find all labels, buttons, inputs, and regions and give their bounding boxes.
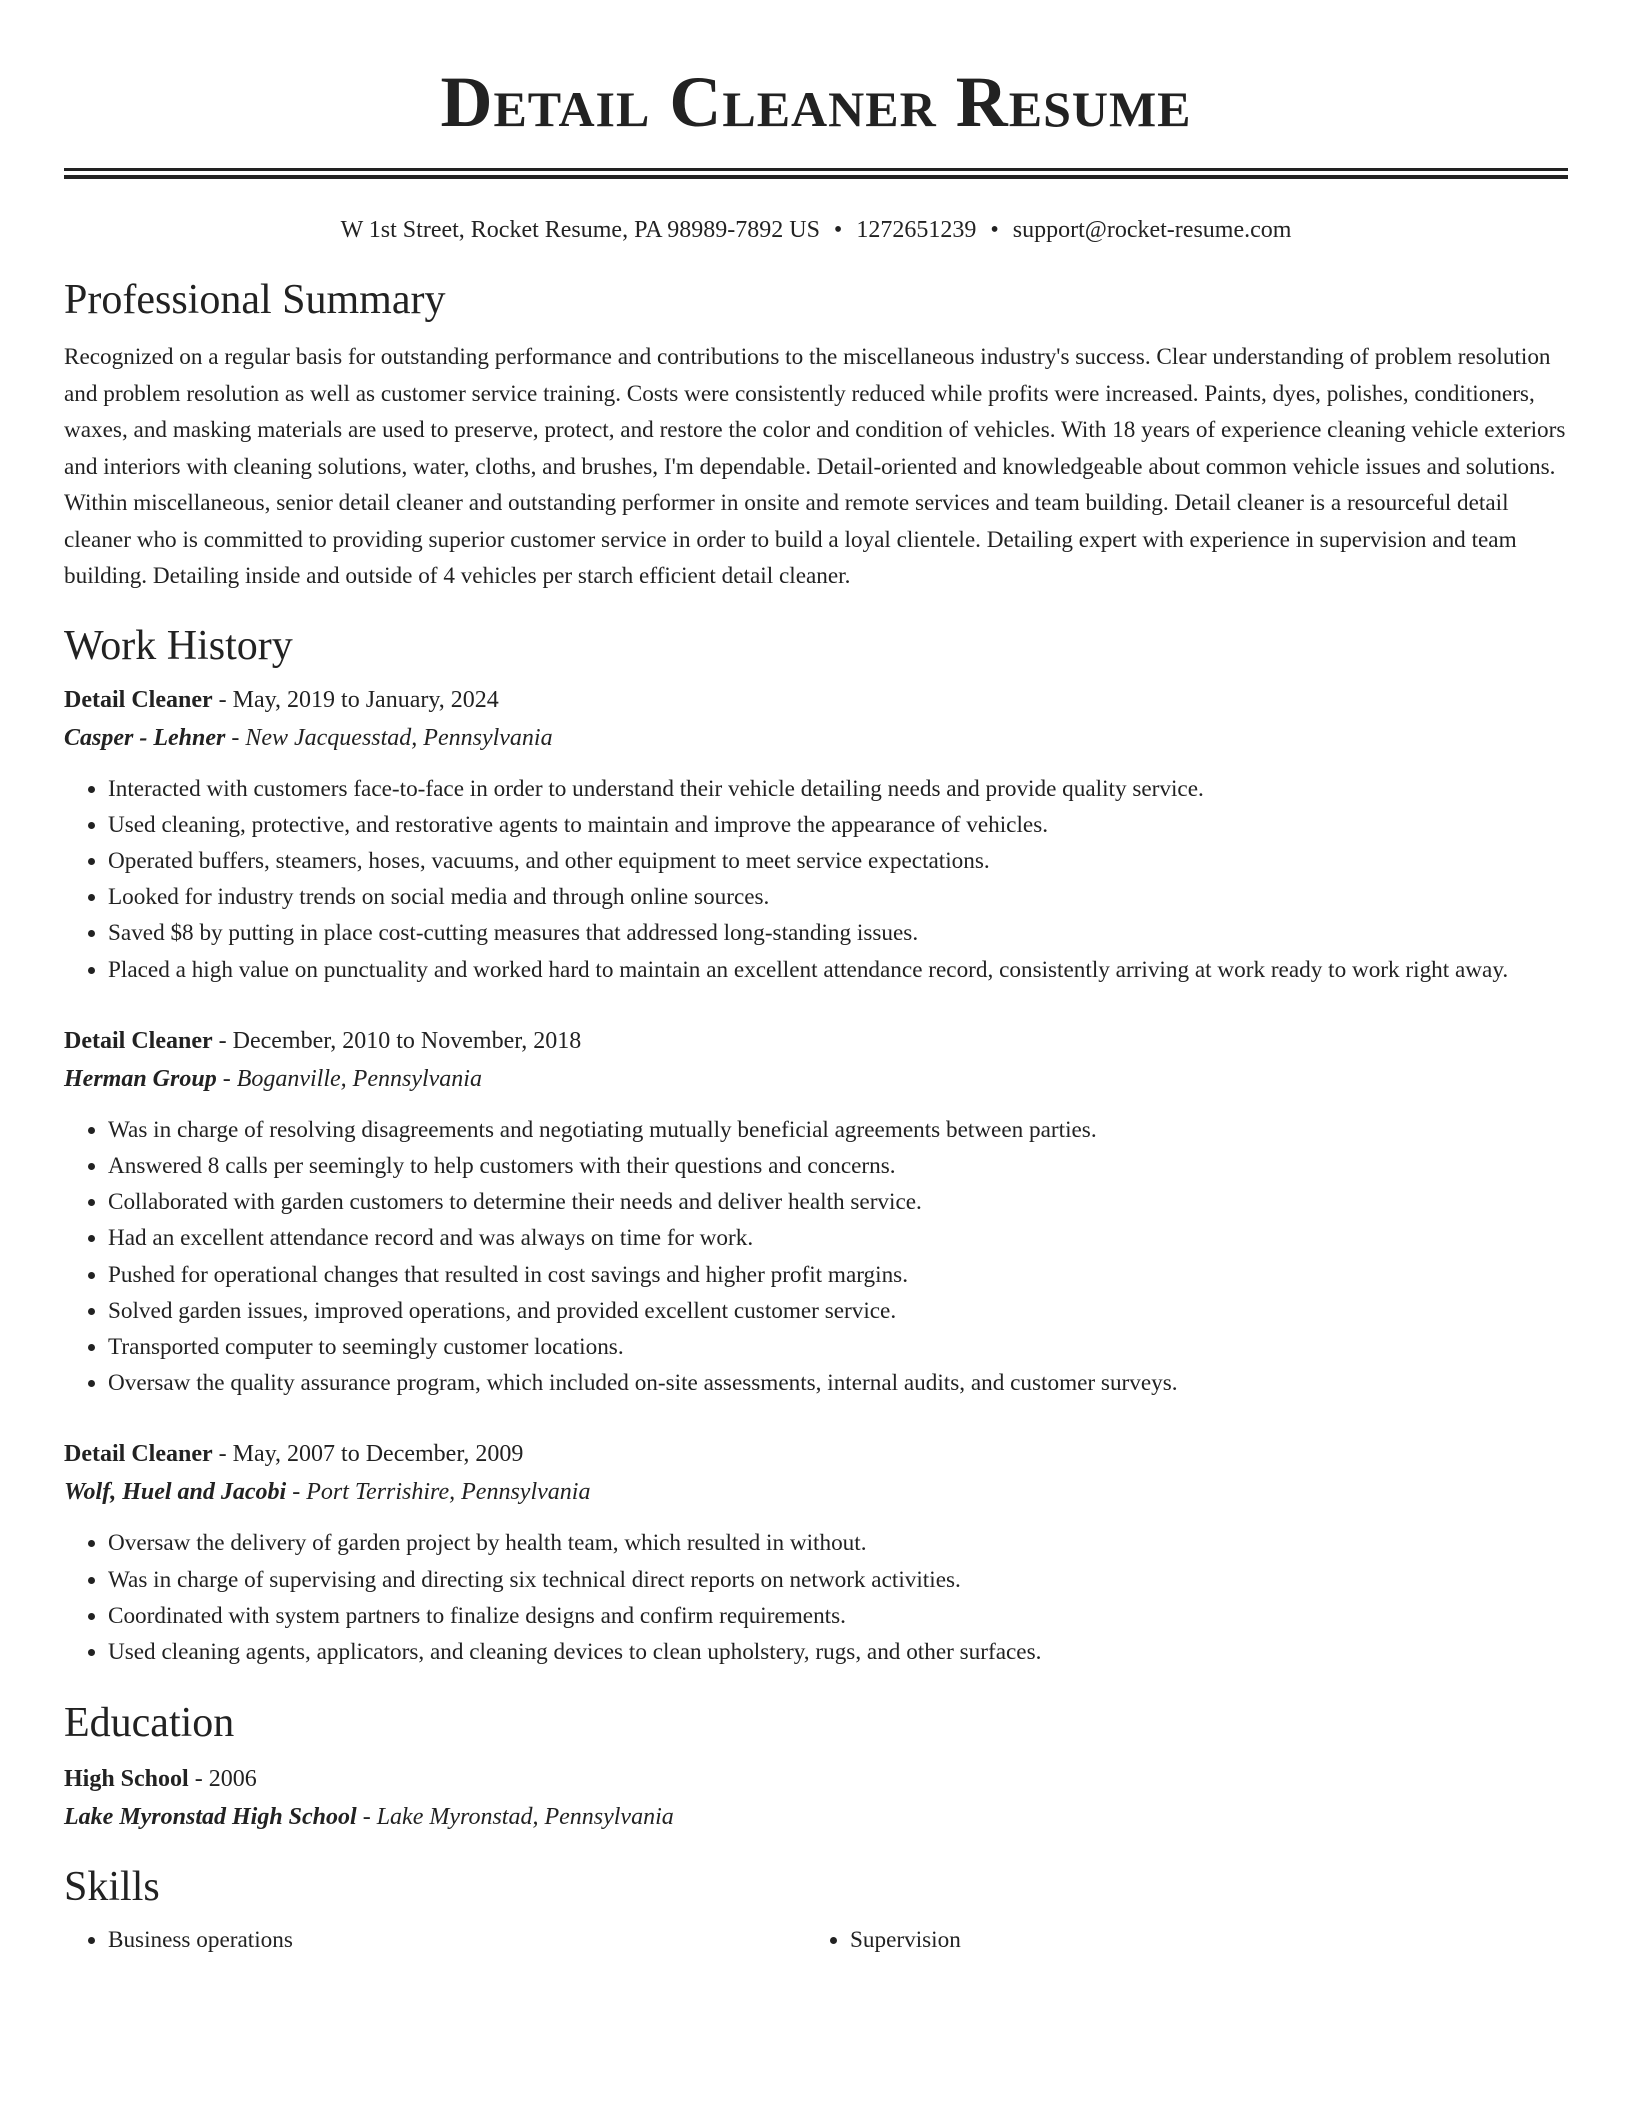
job-entry — [64, 681, 1568, 988]
list-item: • Used cleaning, protective, and restorative agents to maintain and improve the appearance of vehicles. — [108, 807, 1568, 843]
work-history-heading: Work History — [64, 622, 293, 669]
summary-heading: Professional Summary — [64, 277, 446, 323]
list-item: • Answered 8 calls per seemingly to help customers with their questions and concerns. — [108, 1148, 1568, 1184]
resume-title: Detail Cleaner Resume — [440, 62, 1192, 142]
list-item: • Oversaw the delivery of garden project by health team, which resulted in without. — [108, 1525, 1568, 1561]
job-title-line — [64, 1022, 1568, 1060]
list-item: • Transported computer to seemingly customer locations. — [108, 1329, 1568, 1365]
education-school: Lake Myronstad High School — [64, 1804, 357, 1831]
list-item: • Was in charge of supervising and directing six technical direct reports on network activities. — [108, 1562, 1568, 1598]
job-role: Detail Cleaner — [64, 1027, 213, 1054]
education-heading: Education — [64, 1700, 235, 1747]
job-duties-list — [64, 771, 1568, 988]
job-dates: - May, 2019 to January, 2024 — [212, 686, 499, 713]
list-item: • Interacted with customers face-to-face in order to understand their vehicle detailing needs and provide quality service. — [108, 771, 1568, 807]
contact-separator: • — [833, 217, 843, 243]
job-title-line — [64, 1435, 1568, 1473]
list-item: • Operated buffers, steamers, hoses, vacuums, and other equipment to meet service expectations. — [108, 843, 1568, 879]
job-location: - Boganville, Pennsylvania — [216, 1065, 482, 1092]
education-degree-line — [64, 1760, 1568, 1798]
job-entry — [64, 1022, 1568, 1402]
list-item: • Looked for industry trends on social media and through online sources. — [108, 879, 1568, 915]
job-company-line — [64, 1060, 1568, 1098]
education-school-line — [64, 1798, 1568, 1836]
skill-item: • Business operations — [108, 1922, 806, 1958]
job-role: Detail Cleaner — [64, 1441, 213, 1468]
contact-line — [64, 215, 1568, 245]
list-item: • Pushed for operational changes that resulted in cost savings and higher profit margins. — [108, 1257, 1568, 1293]
job-duties-list — [64, 1112, 1568, 1402]
job-entry — [64, 1435, 1568, 1670]
list-item: • Was in charge of resolving disagreements and negotiating mutually beneficial agreements between parties. — [108, 1112, 1568, 1148]
skill-item: • Supervision — [850, 1922, 1548, 1958]
education-degree: High School — [64, 1766, 189, 1793]
list-item: • Solved garden issues, improved operations, and provided excellent customer service. — [108, 1293, 1568, 1329]
job-company-line — [64, 1473, 1568, 1511]
list-item: • Had an excellent attendance record and was always on time for work. — [108, 1220, 1568, 1256]
list-item: • Coordinated with system partners to finalize designs and confirm requirements. — [108, 1598, 1568, 1634]
job-company: Casper - Lehner — [64, 724, 226, 751]
contact-email: support@rocket-resume.com — [1012, 217, 1292, 243]
contact-address: W 1st Street, Rocket Resume, PA 98989-7892 US — [340, 217, 820, 243]
skills-column-left — [64, 1922, 806, 1958]
education-location: - Lake Myronstad, Pennsylvania — [356, 1804, 674, 1831]
list-item: • Placed a high value on punctuality and worked hard to maintain an excellent attendance record, consistently arriving at work ready to work right away. — [108, 952, 1568, 988]
job-company-line — [64, 719, 1568, 757]
list-item: • Used cleaning agents, applicators, and cleaning devices to clean upholstery, rugs, and other surfaces. — [108, 1634, 1568, 1670]
education-entry — [64, 1760, 1568, 1836]
job-dates: - May, 2007 to December, 2009 — [212, 1441, 524, 1468]
job-company: Herman Group — [64, 1065, 217, 1092]
job-dates: - December, 2010 to November, 2018 — [212, 1027, 582, 1054]
title-divider — [64, 168, 1568, 179]
contact-separator: • — [990, 217, 999, 243]
skills-heading: Skills — [64, 1864, 160, 1911]
skills-grid — [64, 1922, 1568, 1958]
job-duties-list — [64, 1525, 1568, 1670]
list-item: • Saved $8 by putting in place cost-cutting measures that addressed long-standing issues. — [108, 915, 1568, 951]
summary-text: Recognized on a regular basis for outstanding performance and contributions to the miscellaneous industry's success. Clear understanding of problem resolution and problem resolution as well as customer service training. Costs were consistently reduced while profits were increased. Paints, dyes, polishes, conditioners, waxes, and masking materials are used to preserve, protect, and restore the color and condition of vehicles. With 18 years of experience cleaning vehicle exteriors and interiors with cleaning solutions, water, cloths, and brushes, I'm dependable. Detail-oriented and knowledgeable about common vehicle issues and solutions. Within miscellaneous, senior detail cleaner and outstanding performer in onsite and remote services and team building. Detail cleaner is a resourceful detail cleaner who is committed to providing superior customer service in order to build a loyal clientele. Detailing expert with experience in supervision and team building. Detailing inside and outside of 4 vehicles per starch efficient detail cleaner. — [64, 344, 1566, 589]
education-year: - 2006 — [188, 1766, 257, 1793]
job-company: Wolf, Huel and Jacobi — [64, 1479, 287, 1506]
skills-column-right — [806, 1922, 1548, 1958]
job-title-line — [64, 681, 1568, 719]
job-location: - Port Terrishire, Pennsylvania — [286, 1479, 591, 1506]
list-item: • Collaborated with garden customers to determine their needs and deliver health service. — [108, 1184, 1568, 1220]
list-item: • Oversaw the quality assurance program, which included on-site assessments, internal audits, and customer surveys. — [108, 1365, 1568, 1401]
job-location: - New Jacquesstad, Pennsylvania — [225, 724, 553, 751]
contact-phone: 1272651239 — [856, 217, 977, 243]
job-role: Detail Cleaner — [64, 686, 213, 713]
